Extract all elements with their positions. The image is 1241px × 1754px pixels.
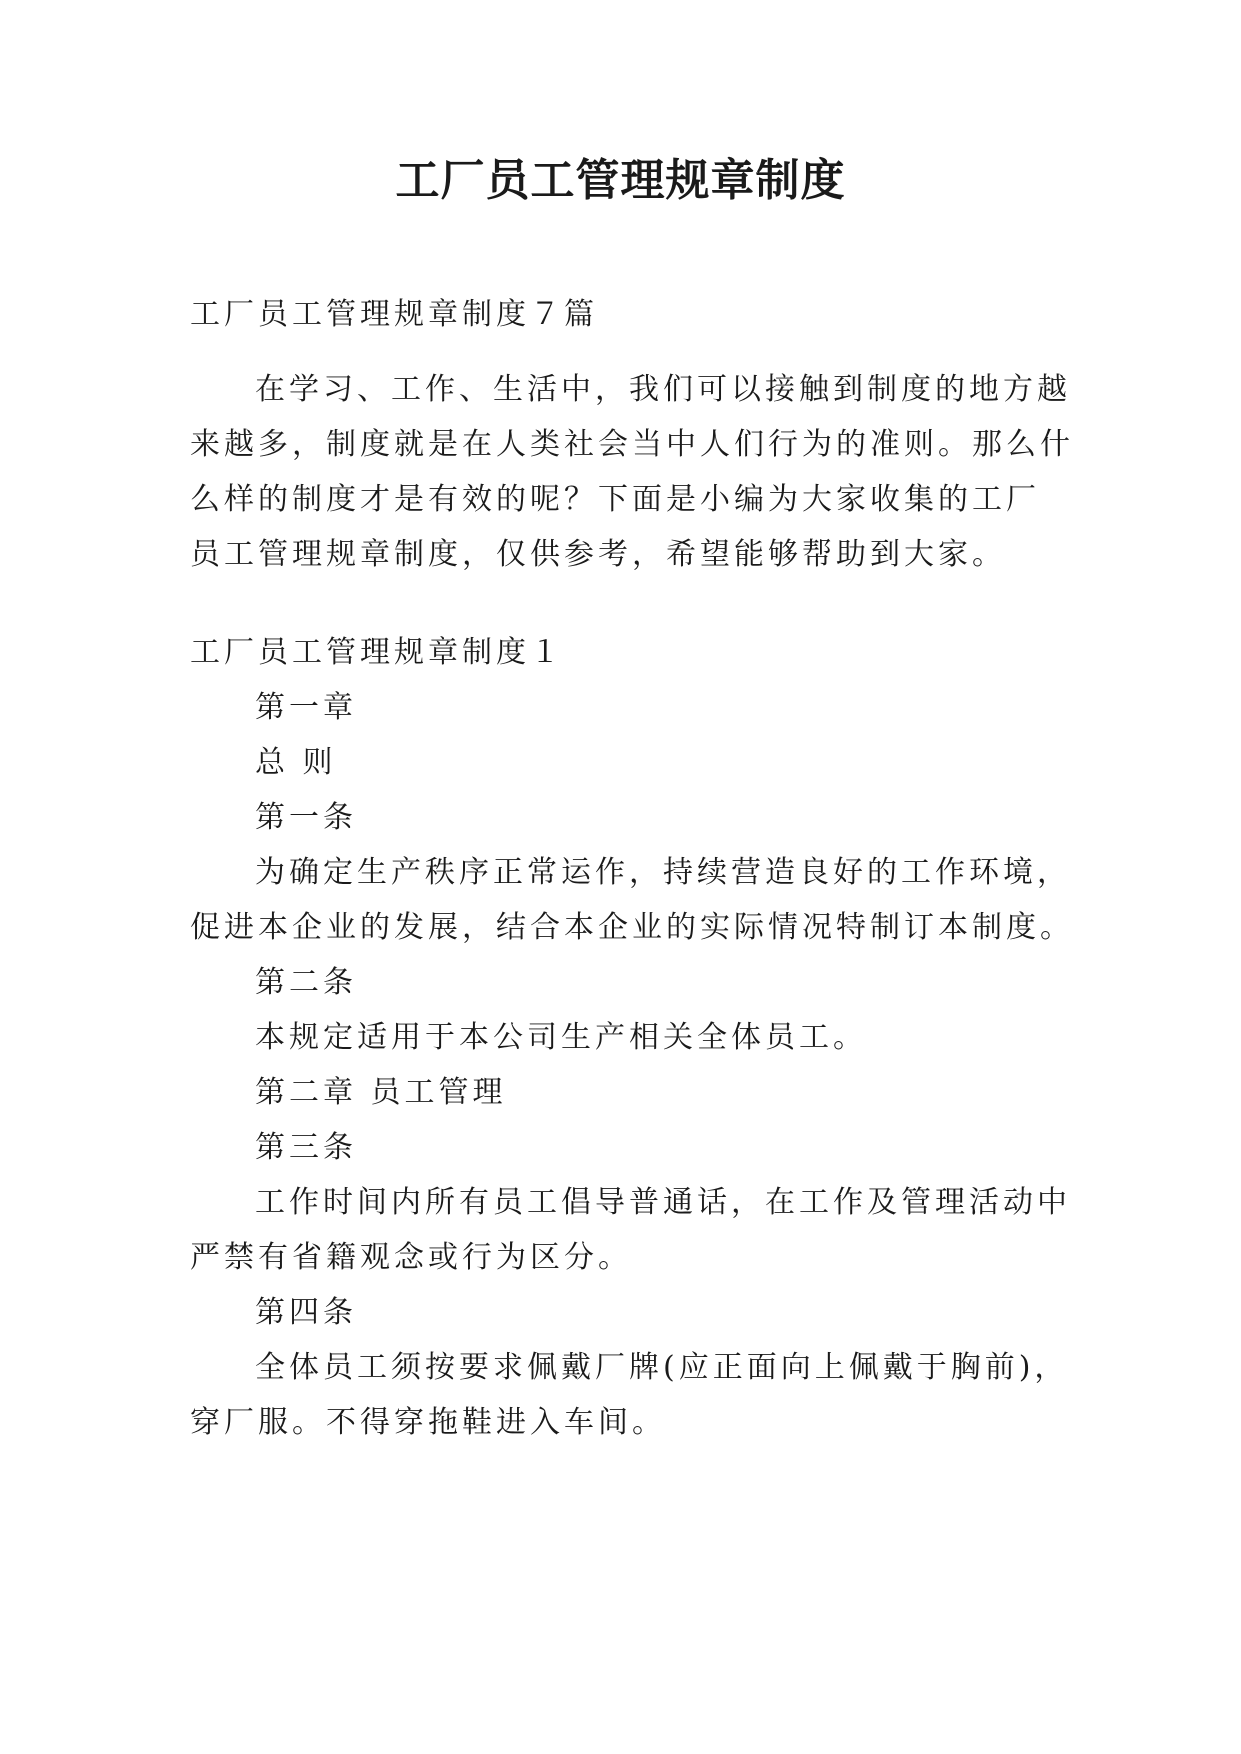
chapter-2-heading: 第二章 员工管理 (255, 1075, 507, 1110)
section-heading: 工厂员工管理规章制度１ (190, 635, 564, 670)
article-2-heading: 第二条 (255, 965, 357, 1000)
document-title: 工厂员工管理规章制度 (395, 155, 846, 206)
intro-line-1: 在学习、工作、生活中，我们可以接触到制度的地方越 (255, 372, 1071, 407)
document-subtitle: 工厂员工管理规章制度７篇 (190, 297, 598, 332)
article-2-text: 本规定适用于本公司生产相关全体员工。 (255, 1020, 867, 1055)
article-4-text-line-2: 穿厂服。不得穿拖鞋进入车间。 (190, 1405, 666, 1440)
article-4-text-line-1: 全体员工须按要求佩戴厂牌(应正面向上佩戴于胸前)， (255, 1350, 1069, 1385)
article-3-text-line-2: 严禁有省籍观念或行为区分。 (190, 1240, 632, 1275)
article-1-heading: 第一条 (255, 800, 357, 835)
intro-line-3: 么样的制度才是有效的呢？下面是小编为大家收集的工厂 (190, 482, 1040, 517)
article-1-text-line-1: 为确定生产秩序正常运作，持续营造良好的工作环境， (255, 855, 1071, 890)
intro-line-4: 员工管理规章制度，仅供参考，希望能够帮助到大家。 (190, 537, 1006, 572)
chapter-1-title: 总 则 (255, 745, 337, 780)
article-3-heading: 第三条 (255, 1130, 357, 1165)
intro-line-2: 来越多，制度就是在人类社会当中人们行为的准则。那么什 (190, 427, 1074, 462)
article-3-text-line-1: 工作时间内所有员工倡导普通话，在工作及管理活动中 (255, 1185, 1071, 1220)
article-1-text-line-2: 促进本企业的发展，结合本企业的实际情况特制订本制度。 (190, 910, 1074, 945)
article-4-heading: 第四条 (255, 1295, 357, 1330)
chapter-1-heading: 第一章 (255, 690, 357, 725)
